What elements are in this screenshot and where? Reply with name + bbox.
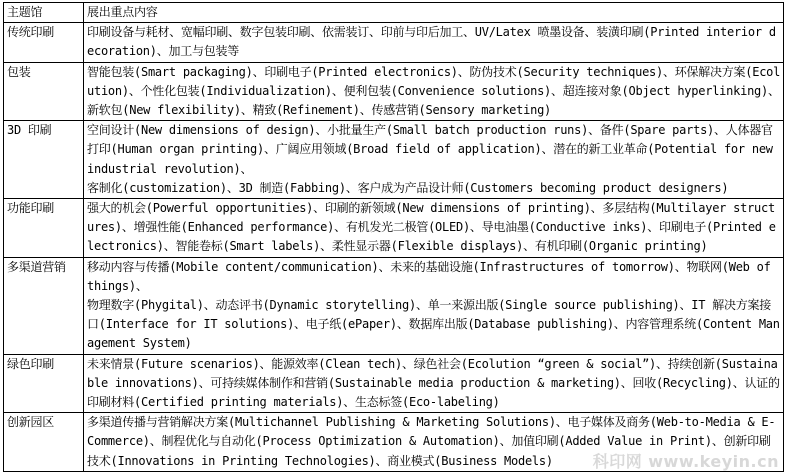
table-row bbox=[4, 199, 784, 258]
table-row bbox=[4, 62, 784, 121]
table-row bbox=[4, 257, 784, 354]
header-hall: 主题馆 bbox=[4, 3, 84, 23]
header-content: 展出重点内容 bbox=[84, 3, 784, 23]
exhibit-content-text: 多渠道传播与营销解决方案(Multichannel Publishing & Marketing Solutions)、电子媒体及商务(Web-to-Media & E-Commerce)、制程优化与自动化(Process Optimization & Automation)、加值印刷(Added Value in Print)、创新印刷技术(Innovations in Printing Technologies)、商业模式(Business Models) bbox=[87, 415, 776, 468]
exhibit-content-text: 强大的机会(Powerful opportunities)、印刷的新领域(New dimensions of printing)、多层结构(Multilayer structures)、增强性能(Enhanced performance)、有机发光二极管(OLED)、导电油墨(Conductive inks)、印刷电子(Printed electronics)、智能卷标(Smart labels)、柔性显示器(Flexible displays)、有机印刷(Organic printing) bbox=[87, 201, 776, 254]
hall-name-cell: 传统印刷 bbox=[4, 23, 84, 62]
exhibit-content-cell bbox=[84, 23, 784, 62]
exhibit-content-cell bbox=[84, 62, 784, 121]
table-row bbox=[4, 413, 784, 472]
exhibit-content-text: 未来情景(Future scenarios)、能源效率(Clean tech)、绿色社会(Ecolution “green & social”)、持续创新(Sustainable innovations)、可持续媒体制作和营销(Sustainable media production & marketing)、回收(Recycling)、认证的印刷材料(Certified printing materials)、生态标签(Eco-labeling) bbox=[87, 356, 780, 410]
exhibition-table-wrapper bbox=[3, 2, 784, 472]
watermark-logo: 科印网 www.keyin.cn bbox=[592, 452, 779, 471]
table-header-row bbox=[4, 3, 784, 23]
hall-name-cell: 功能印刷 bbox=[4, 199, 84, 258]
hall-name-cell: 3D 印刷 bbox=[4, 121, 84, 199]
hall-name-cell: 包装 bbox=[4, 62, 84, 121]
exhibit-content-text: 智能包装(Smart packaging)、印刷电子(Printed electronics)、防伪技术(Security techniques)、环保解决方案(Ecolution)、个性化包装(Individualization)、便利包装(Convenience solutions)、超连接对象(Object hyperlinking)、新软包(New flexibility)、精致(Refinement)、传感营销(Sensory marketing) bbox=[87, 64, 781, 118]
exhibit-content-cell bbox=[84, 121, 784, 199]
exhibition-table bbox=[3, 2, 784, 472]
table-row bbox=[4, 354, 784, 413]
exhibit-content-text: 移动内容与传播(Mobile content/communication)、未来的基础设施(Infrastructures of tomorrow)、物联网(Web of things)、 bbox=[87, 259, 771, 293]
exhibit-content-cell bbox=[84, 199, 784, 258]
exhibit-content-text: 印刷设备与耗材、宽幅印刷、数字包装印刷、依需装订、印前与印后加工、UV/Latex 喷墨设备、装潢印刷(Printed interior decoration)、加工与包装等 bbox=[87, 25, 776, 59]
exhibit-content-cell bbox=[84, 413, 784, 472]
table-row bbox=[4, 23, 784, 62]
exhibit-content-text: 空间设计(New dimensions of design)、小批量生产(Small batch production runs)、备件(Spare parts)、人体器官打印(Human organ printing)、广阔应用领域(Broad field of application)、潜在的新工业革命(Potential for new industrial revolution)、 bbox=[87, 123, 773, 176]
exhibit-content-cell bbox=[84, 354, 784, 413]
exhibit-content-text: 客制化(customization)、3D 制造(Fabbing)、客户成为产品设计师(Customers becoming product designers) bbox=[87, 180, 729, 195]
exhibit-content-text: 物理数字(Phygital)、动态评书(Dynamic storytelling)、单一来源出版(Single source publishing)、IT 解决方案接口(Interface for IT solutions)、电子纸(ePaper)、数据库出版(Database publishing)、内容管理系统(Content Management System) bbox=[87, 298, 780, 351]
exhibit-content-cell bbox=[84, 257, 784, 354]
table-row bbox=[4, 121, 784, 199]
hall-name-cell: 绿色印刷 bbox=[4, 354, 84, 413]
hall-name-cell: 多渠道营销 bbox=[4, 257, 84, 354]
hall-name-cell: 创新园区 bbox=[4, 413, 84, 472]
